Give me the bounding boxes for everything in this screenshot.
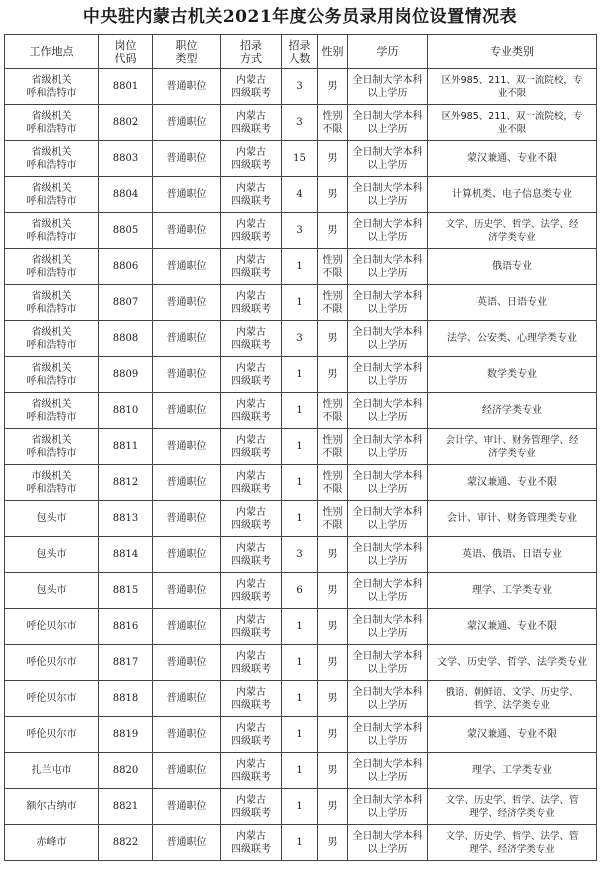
gender-cell: 男: [318, 537, 348, 573]
table-row: [5, 177, 597, 213]
location-cell: 包头市: [5, 501, 99, 537]
education-cell: 全日制大学本科 以上学历: [348, 537, 428, 573]
table-row: [5, 321, 597, 357]
education-cell: 全日制大学本科 以上学历: [348, 141, 428, 177]
code-cell: 8818: [99, 681, 153, 717]
code-cell: 8817: [99, 645, 153, 681]
major-cell: 英语、日语专业: [428, 285, 597, 321]
table-row: [5, 357, 597, 393]
gender-cell: 性别 不限: [318, 429, 348, 465]
count-cell: 4: [282, 177, 318, 213]
code-cell: 8822: [99, 825, 153, 861]
table-row: [5, 825, 597, 861]
gender-cell: 男: [318, 681, 348, 717]
table-row: [5, 393, 597, 429]
type-cell: 普通职位: [153, 825, 221, 861]
major-cell: 蒙汉兼通、专业不限: [428, 609, 597, 645]
header-location: 工作地点: [5, 35, 99, 69]
education-cell: 全日制大学本科 以上学历: [348, 573, 428, 609]
location-cell: 扎兰屯市: [5, 753, 99, 789]
major-cell: 俄语专业: [428, 249, 597, 285]
education-cell: 全日制大学本科 以上学历: [348, 357, 428, 393]
count-cell: 3: [282, 537, 318, 573]
major-cell: 法学、公安类、心理学类专业: [428, 321, 597, 357]
gender-cell: 男: [318, 321, 348, 357]
type-cell: 普通职位: [153, 465, 221, 501]
count-cell: 1: [282, 429, 318, 465]
location-cell: 呼伦贝尔市: [5, 717, 99, 753]
education-cell: 全日制大学本科 以上学历: [348, 249, 428, 285]
method-cell: 内蒙古 四级联考: [221, 825, 282, 861]
location-cell: 省级机关 呼和浩特市: [5, 393, 99, 429]
count-cell: 1: [282, 285, 318, 321]
type-cell: 普通职位: [153, 393, 221, 429]
gender-cell: 性别 不限: [318, 465, 348, 501]
count-cell: 1: [282, 717, 318, 753]
table-row: [5, 573, 597, 609]
major-cell: 理学、工学类专业: [428, 573, 597, 609]
gender-cell: 男: [318, 69, 348, 105]
education-cell: 全日制大学本科 以上学历: [348, 609, 428, 645]
gender-cell: 性别 不限: [318, 249, 348, 285]
method-cell: 内蒙古 四级联考: [221, 69, 282, 105]
method-cell: 内蒙古 四级联考: [221, 465, 282, 501]
table-row: [5, 105, 597, 141]
location-cell: 省级机关 呼和浩特市: [5, 105, 99, 141]
code-cell: 8802: [99, 105, 153, 141]
location-cell: 包头市: [5, 573, 99, 609]
method-cell: 内蒙古 四级联考: [221, 321, 282, 357]
type-cell: 普通职位: [153, 285, 221, 321]
count-cell: 1: [282, 609, 318, 645]
method-cell: 内蒙古 四级联考: [221, 573, 282, 609]
gender-cell: 男: [318, 753, 348, 789]
table-row: [5, 753, 597, 789]
method-cell: 内蒙古 四级联考: [221, 681, 282, 717]
method-cell: 内蒙古 四级联考: [221, 357, 282, 393]
type-cell: 普通职位: [153, 501, 221, 537]
code-cell: 8816: [99, 609, 153, 645]
location-cell: 省级机关 呼和浩特市: [5, 285, 99, 321]
method-cell: 内蒙古 四级联考: [221, 105, 282, 141]
code-cell: 8808: [99, 321, 153, 357]
header-method: 招录 方式: [221, 35, 282, 69]
location-cell: 呼伦贝尔市: [5, 645, 99, 681]
code-cell: 8810: [99, 393, 153, 429]
type-cell: 普通职位: [153, 213, 221, 249]
education-cell: 全日制大学本科 以上学历: [348, 105, 428, 141]
code-cell: 8806: [99, 249, 153, 285]
table-row: [5, 249, 597, 285]
education-cell: 全日制大学本科 以上学历: [348, 789, 428, 825]
location-cell: 市级机关 呼和浩特市: [5, 465, 99, 501]
count-cell: 1: [282, 357, 318, 393]
type-cell: 普通职位: [153, 357, 221, 393]
count-cell: 6: [282, 573, 318, 609]
count-cell: 1: [282, 681, 318, 717]
education-cell: 全日制大学本科 以上学历: [348, 393, 428, 429]
table-row: [5, 285, 597, 321]
education-cell: 全日制大学本科 以上学历: [348, 825, 428, 861]
page-title: 中央驻内蒙古机关2021年度公务员录用岗位设置情况表: [82, 7, 518, 27]
gender-cell: 性别 不限: [318, 285, 348, 321]
gender-cell: 男: [318, 609, 348, 645]
education-cell: 全日制大学本科 以上学历: [348, 465, 428, 501]
gender-cell: 男: [318, 645, 348, 681]
type-cell: 普通职位: [153, 177, 221, 213]
type-cell: 普通职位: [153, 69, 221, 105]
location-cell: 呼伦贝尔市: [5, 681, 99, 717]
location-cell: 省级机关 呼和浩特市: [5, 321, 99, 357]
count-cell: 3: [282, 213, 318, 249]
table-row: [5, 465, 597, 501]
count-cell: 3: [282, 321, 318, 357]
major-cell: 理学、工学类专业: [428, 753, 597, 789]
code-cell: 8821: [99, 789, 153, 825]
method-cell: 内蒙古 四级联考: [221, 501, 282, 537]
table-row: [5, 609, 597, 645]
method-cell: 内蒙古 四级联考: [221, 177, 282, 213]
education-cell: 全日制大学本科 以上学历: [348, 681, 428, 717]
major-cell: 会计学、审计、财务管理学、经 济学类专业: [428, 429, 597, 465]
method-cell: 内蒙古 四级联考: [221, 645, 282, 681]
code-cell: 8820: [99, 753, 153, 789]
gender-cell: 男: [318, 141, 348, 177]
header-row: [5, 35, 597, 69]
code-cell: 8801: [99, 69, 153, 105]
education-cell: 全日制大学本科 以上学历: [348, 753, 428, 789]
count-cell: 1: [282, 753, 318, 789]
code-cell: 8812: [99, 465, 153, 501]
major-cell: 区外985、211、双一流院校，专 业不限: [428, 105, 597, 141]
gender-cell: 性别 不限: [318, 393, 348, 429]
code-cell: 8804: [99, 177, 153, 213]
count-cell: 1: [282, 501, 318, 537]
table-row: [5, 717, 597, 753]
gender-cell: 男: [318, 717, 348, 753]
education-cell: 全日制大学本科 以上学历: [348, 213, 428, 249]
location-cell: 省级机关 呼和浩特市: [5, 249, 99, 285]
education-cell: 全日制大学本科 以上学历: [348, 501, 428, 537]
table-row: [5, 141, 597, 177]
major-cell: 计算机类、电子信息类专业: [428, 177, 597, 213]
code-cell: 8819: [99, 717, 153, 753]
major-cell: 蒙汉兼通、专业不限: [428, 717, 597, 753]
education-cell: 全日制大学本科 以上学历: [348, 321, 428, 357]
gender-cell: 性别 不限: [318, 105, 348, 141]
type-cell: 普通职位: [153, 609, 221, 645]
count-cell: 3: [282, 69, 318, 105]
location-cell: 省级机关 呼和浩特市: [5, 141, 99, 177]
code-cell: 8803: [99, 141, 153, 177]
table-row: [5, 501, 597, 537]
table-row: [5, 789, 597, 825]
method-cell: 内蒙古 四级联考: [221, 141, 282, 177]
education-cell: 全日制大学本科 以上学历: [348, 645, 428, 681]
gender-cell: 男: [318, 357, 348, 393]
major-cell: 文学、历史学、哲学、法学、管 理学、经济学类专业: [428, 825, 597, 861]
gender-cell: 男: [318, 177, 348, 213]
table-row: [5, 645, 597, 681]
gender-cell: 男: [318, 573, 348, 609]
gender-cell: 男: [318, 825, 348, 861]
count-cell: 1: [282, 645, 318, 681]
major-cell: 文学、历史学、哲学、法学、经 济学类专业: [428, 213, 597, 249]
count-cell: 1: [282, 465, 318, 501]
type-cell: 普通职位: [153, 105, 221, 141]
type-cell: 普通职位: [153, 429, 221, 465]
major-cell: 会计、审计、财务管理类专业: [428, 501, 597, 537]
major-cell: 俄语、朝鲜语、文学、历史学、 哲学、法学类专业: [428, 681, 597, 717]
major-cell: 英语、俄语、日语专业: [428, 537, 597, 573]
location-cell: 呼伦贝尔市: [5, 609, 99, 645]
major-cell: 数学类专业: [428, 357, 597, 393]
major-cell: 文学、历史学、哲学、法学、管 理学、经济学类专业: [428, 789, 597, 825]
major-cell: 蒙汉兼通、专业不限: [428, 141, 597, 177]
code-cell: 8815: [99, 573, 153, 609]
code-cell: 8811: [99, 429, 153, 465]
method-cell: 内蒙古 四级联考: [221, 393, 282, 429]
location-cell: 赤峰市: [5, 825, 99, 861]
location-cell: 额尔古纳市: [5, 789, 99, 825]
header-count: 招录 人数: [282, 35, 318, 69]
method-cell: 内蒙古 四级联考: [221, 285, 282, 321]
type-cell: 普通职位: [153, 249, 221, 285]
location-cell: 省级机关 呼和浩特市: [5, 357, 99, 393]
type-cell: 普通职位: [153, 717, 221, 753]
code-cell: 8809: [99, 357, 153, 393]
table-row: [5, 537, 597, 573]
method-cell: 内蒙古 四级联考: [221, 429, 282, 465]
major-cell: 文学、历史学、哲学、法学类专业: [428, 645, 597, 681]
table-row: [5, 69, 597, 105]
header-major: 专业类别: [428, 35, 597, 69]
type-cell: 普通职位: [153, 573, 221, 609]
education-cell: 全日制大学本科 以上学历: [348, 429, 428, 465]
method-cell: 内蒙古 四级联考: [221, 789, 282, 825]
method-cell: 内蒙古 四级联考: [221, 537, 282, 573]
location-cell: 省级机关 呼和浩特市: [5, 429, 99, 465]
header-gender: 性别: [318, 35, 348, 69]
method-cell: 内蒙古 四级联考: [221, 753, 282, 789]
major-cell: 区外985、211、双一流院校，专 业不限: [428, 69, 597, 105]
code-cell: 8814: [99, 537, 153, 573]
location-cell: 省级机关 呼和浩特市: [5, 177, 99, 213]
major-cell: 经济学类专业: [428, 393, 597, 429]
count-cell: 1: [282, 825, 318, 861]
location-cell: 省级机关 呼和浩特市: [5, 213, 99, 249]
method-cell: 内蒙古 四级联考: [221, 717, 282, 753]
code-cell: 8813: [99, 501, 153, 537]
gender-cell: 男: [318, 213, 348, 249]
type-cell: 普通职位: [153, 141, 221, 177]
method-cell: 内蒙古 四级联考: [221, 213, 282, 249]
code-cell: 8807: [99, 285, 153, 321]
table-row: [5, 681, 597, 717]
type-cell: 普通职位: [153, 645, 221, 681]
count-cell: 1: [282, 393, 318, 429]
count-cell: 1: [282, 249, 318, 285]
education-cell: 全日制大学本科 以上学历: [348, 285, 428, 321]
header-code: 岗位 代码: [99, 35, 153, 69]
type-cell: 普通职位: [153, 753, 221, 789]
code-cell: 8805: [99, 213, 153, 249]
type-cell: 普通职位: [153, 321, 221, 357]
count-cell: 3: [282, 105, 318, 141]
gender-cell: 男: [318, 789, 348, 825]
count-cell: 1: [282, 789, 318, 825]
major-cell: 蒙汉兼通、专业不限: [428, 465, 597, 501]
location-cell: 包头市: [5, 537, 99, 573]
header-education: 学历: [348, 35, 428, 69]
table-row: [5, 429, 597, 465]
header-type: 职位 类型: [153, 35, 221, 69]
education-cell: 全日制大学本科 以上学历: [348, 177, 428, 213]
type-cell: 普通职位: [153, 681, 221, 717]
type-cell: 普通职位: [153, 789, 221, 825]
location-cell: 省级机关 呼和浩特市: [5, 69, 99, 105]
table-row: [5, 213, 597, 249]
gender-cell: 性别 不限: [318, 501, 348, 537]
education-cell: 全日制大学本科 以上学历: [348, 69, 428, 105]
positions-table: [4, 34, 597, 861]
method-cell: 内蒙古 四级联考: [221, 249, 282, 285]
education-cell: 全日制大学本科 以上学历: [348, 717, 428, 753]
method-cell: 内蒙古 四级联考: [221, 609, 282, 645]
type-cell: 普通职位: [153, 537, 221, 573]
count-cell: 15: [282, 141, 318, 177]
